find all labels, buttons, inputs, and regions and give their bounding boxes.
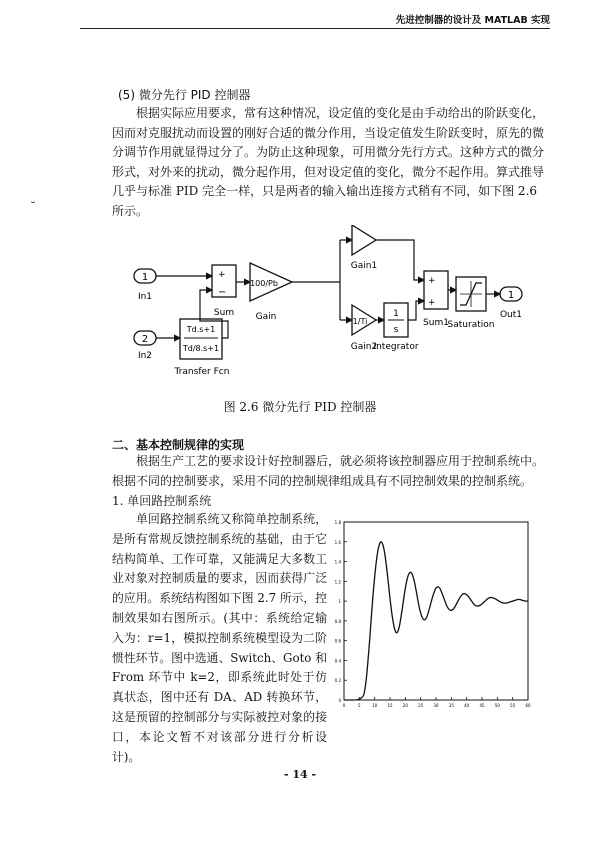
x-tick-label: 60: [525, 703, 531, 708]
margin-mark: ˘: [30, 200, 36, 214]
in1-number: 1: [141, 272, 149, 283]
y-tick-label: 0.8: [334, 618, 341, 624]
gain2-value: 1/Ti: [352, 317, 368, 326]
running-header: 先进控制器的设计及 MATLAB 实现: [395, 15, 550, 26]
transfer-fcn-label: Transfer Fcn: [174, 367, 230, 377]
step-response-line: [344, 542, 528, 700]
integrator-label: Integrator: [373, 342, 419, 352]
y-tick-label: 1.6: [334, 539, 341, 545]
sum1-plus-bottom: +: [428, 298, 436, 308]
gain2-label: Gain2: [350, 342, 378, 352]
sum-minus: −: [218, 287, 227, 298]
in2-number: 2: [141, 334, 149, 345]
gain-label: Gain: [255, 312, 277, 322]
in2-label: In2: [137, 351, 153, 361]
page-number: - 14 -: [283, 768, 317, 781]
gain-value: 100/Pb: [250, 279, 278, 288]
subsection-1-paragraph: 单回路控制系统又称简单控制系统，是所有常规反馈控制系统的基础，由于它结构简单、工作可靠，又能满足大多数工业对象对控制质量的要求，因而获得广泛的应用。系统结构图如下图 2.7 所示，控制效果如右图所示。(其中：系统给定输入为：r=1，模拟控制系统模型设为二阶惯性环节。图中选通、Switch、Goto 和 From 环节中 k=2，即系统此时处于仿真状态，图中还有 DA、AD 转换环节，这是预留的控制部分与实际被控对象的接口，本论文暂不对该部分进行分析设计)。: [112, 512, 328, 764]
x-tick-label: 15: [387, 703, 393, 708]
y-tick-label: 1: [338, 599, 341, 605]
integrator-numerator: 1: [393, 309, 399, 319]
y-tick-label: 0: [338, 698, 341, 703]
sum-label: Sum: [213, 308, 235, 318]
subsection-1-title: 1. 单回路控制系统: [112, 494, 212, 508]
y-tick-label: 0.6: [334, 638, 341, 644]
section-5-paragraph: 根据实际应用要求，常有这种情况，设定值的变化是由手动给出的阶跃变化，因而对克服扰动而设置的刚好合适的微分作用，当设定值发生阶跃变时，原先的微分调节作用就显得过分了。为防止这种现象，可用微分先行方式。这种方式的微分形式，对外来的扰动，微分起作用，但对设定值的变化，微分不起作用。算式推导几乎与标准 PID 完全一样，只是两者的输入输出连接方式稍有不同，如下图 2.6 所示。: [112, 106, 545, 218]
figure-caption: 图 2.6 微分先行 PID 控制器: [223, 400, 377, 414]
out1-label: Out1: [499, 310, 523, 320]
out1-number: 1: [507, 290, 515, 301]
sum1-label: Sum1: [423, 318, 449, 328]
y-tick-label: 0.4: [334, 658, 341, 664]
integrator-denominator: s: [393, 325, 399, 335]
header-rule: [80, 28, 550, 29]
x-tick-label: 45: [479, 703, 485, 708]
sum-plus: +: [218, 270, 226, 280]
transfer-fcn-denominator: Td/8.s+1: [182, 344, 220, 353]
y-tick-label: 0.2: [334, 678, 341, 684]
section-2-paragraph: 根据生产工艺的要求设计好控制器后，就必须将该控制器应用于控制系统中。根据不同的控制要求，采用不同的控制规律组成具有不同控制效果的控制系统。: [112, 454, 545, 488]
x-tick-label: 55: [510, 703, 516, 708]
sum1-plus-top: +: [428, 276, 436, 286]
x-tick-label: 50: [494, 703, 500, 708]
section-5-title: (5) 微分先行 PID 控制器: [118, 88, 251, 102]
gain1-block: [352, 225, 376, 255]
x-tick-label: 35: [448, 703, 454, 708]
step-response-chart: [330, 514, 540, 714]
x-tick-label: 5: [358, 703, 361, 708]
x-tick-label: 25: [418, 703, 424, 708]
y-tick-label: 1.4: [334, 559, 341, 565]
x-tick-label: 40: [464, 703, 470, 708]
saturation-label: Saturation: [447, 320, 495, 330]
in1-label: In1: [137, 292, 153, 302]
simulink-diagram: [120, 225, 540, 380]
x-tick-label: 30: [433, 703, 439, 708]
x-tick-label: 20: [402, 703, 408, 708]
section-2-title: 二、基本控制规律的实现: [112, 438, 245, 452]
transfer-fcn-numerator: Td.s+1: [186, 325, 216, 334]
gain1-label: Gain1: [350, 261, 378, 271]
y-tick-label: 1.8: [334, 520, 341, 525]
y-tick-label: 1.2: [334, 579, 341, 585]
x-tick-label: 10: [372, 703, 378, 708]
x-tick-label: 0: [342, 703, 346, 708]
